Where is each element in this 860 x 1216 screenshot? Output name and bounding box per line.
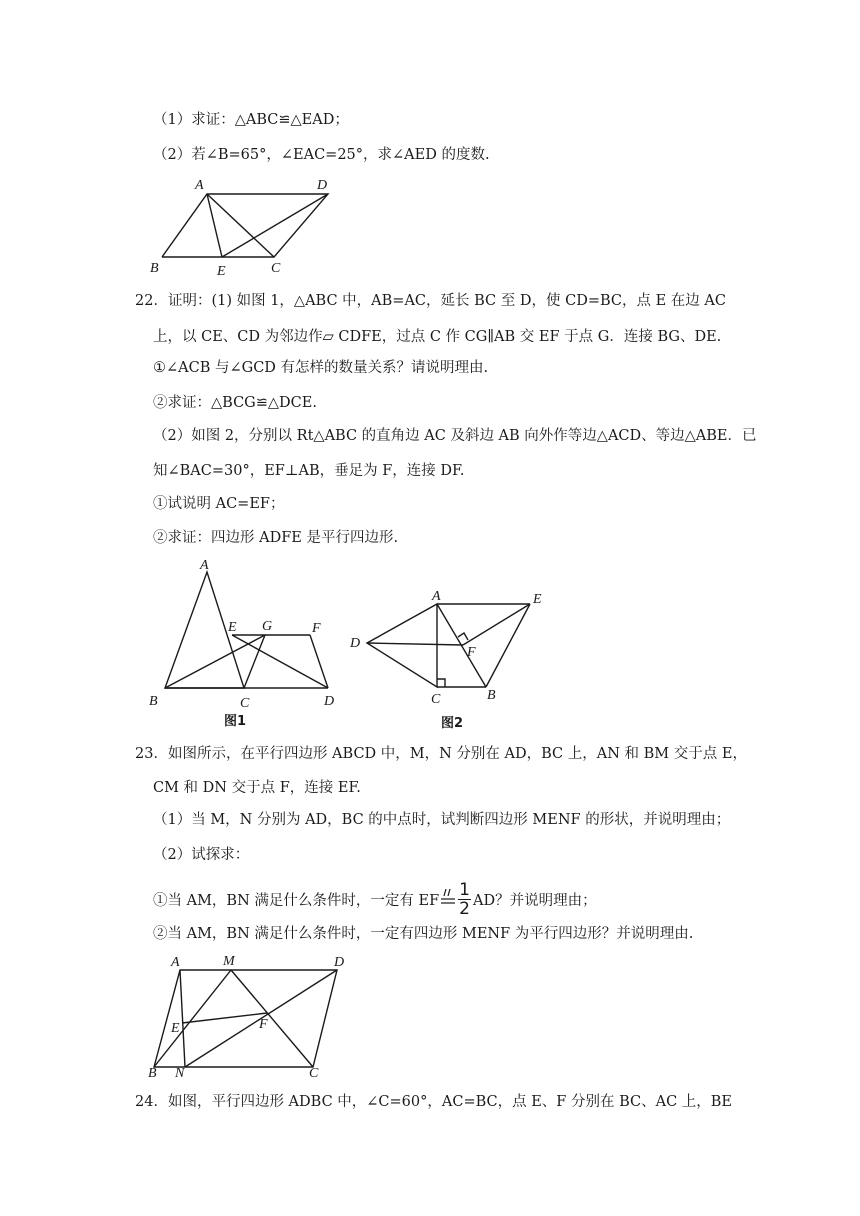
segment-bg: [165, 635, 265, 688]
label-d: D: [334, 955, 345, 970]
right-angle-mark-c: [437, 679, 445, 687]
q22-sub1: ①∠ACB 与∠GCD 有怎样的数量关系？请说明理由.: [153, 360, 489, 376]
label-n: N: [175, 1066, 185, 1081]
q22-sub2: ②求证：△BCG≌△DCE.: [153, 395, 317, 411]
q22-line1: 22．证明：(1) 如图 1，△ABC 中，AB=AC，延长 BC 至 D，使 CD=BC，点 E 在边 AC: [135, 293, 726, 309]
q23-sub2: ②当 AM，BN 满足什么条件时，一定有四边形 MENF 为平行四边形？并说明理由.: [153, 926, 694, 942]
q21-figure: [145, 175, 345, 280]
label-a: A: [432, 589, 441, 604]
q22-line2: 上，以 CE、CD 为邻边作▱ CDFE，过点 C 作 CG∥AB 交 EF 于点 G．连接 BG、DE.: [153, 329, 722, 345]
parallelogram-abcd: [162, 194, 328, 257]
triangle-acd: [367, 604, 437, 687]
parallel-equal-icon: [440, 887, 456, 907]
label-c: C: [240, 696, 250, 711]
right-angle-mark-f: [458, 633, 468, 640]
q23-sub1-prefix: ①当 AM，BN 满足什么条件时，一定有 EF: [153, 892, 440, 909]
figure1-caption: 图1: [224, 714, 247, 729]
q22-sub3: ①试说明 AC=EF；: [153, 496, 285, 512]
figure2-caption: 图2: [441, 716, 464, 731]
label-f: F: [467, 645, 476, 660]
q24-line1: 24．如图，平行四边形 ADBC 中，∠C=60°，AC=BC，点 E、F 分别在 BC、AC 上，BE: [135, 1094, 733, 1110]
q23-sub1: [153, 882, 597, 919]
segment-ae: [207, 194, 222, 257]
segment-ef: [463, 604, 530, 645]
q23-part2: （2）试探求：: [153, 847, 250, 863]
q23-sub1-suffix: AD？并说明理由；: [472, 892, 597, 909]
label-m: M: [223, 954, 235, 969]
q23-line1: 23．如图所示，在平行四边形 ABCD 中，M，N 分别在 AD，BC 上，AN 和 BM 交于点 E，: [135, 746, 747, 762]
q23-part1: （1）当 M，N 分别为 AD，BC 的中点时，试判断四边形 MENF 的形状，并说明理由；: [153, 812, 731, 828]
q21-part1: （1）求证：△ABC≌△EAD；: [153, 112, 349, 128]
label-c: C: [431, 692, 441, 707]
label-e: E: [228, 620, 237, 635]
q22-line3: （2）如图 2，分别以 Rt△ABC 的直角边 AC 及斜边 AB 向外作等边△ACD、等边△ABE．已: [153, 428, 757, 444]
q22-sub4: ②求证：四边形 ADFE 是平行四边形.: [153, 530, 399, 546]
label-e: E: [171, 1021, 180, 1036]
fraction-one-half: [458, 881, 471, 918]
label-d: D: [350, 636, 361, 651]
label-e: E: [217, 264, 226, 279]
label-f: F: [312, 621, 321, 636]
segment-mc: [231, 970, 313, 1067]
label-c: C: [309, 1066, 319, 1081]
q23-line2: CM 和 DN 交于点 F，连接 EF.: [153, 780, 361, 796]
q22-line4: 知∠BAC=30°，EF⊥AB，垂足为 F，连接 DF.: [153, 463, 465, 479]
segment-an: [180, 970, 185, 1067]
label-d: D: [317, 178, 328, 193]
label-f: F: [259, 1017, 268, 1032]
label-c: C: [271, 261, 281, 276]
label-d: D: [324, 694, 335, 709]
segment-eb: [486, 604, 530, 687]
label-b: B: [150, 261, 159, 276]
segment-ed: [222, 194, 328, 257]
label-b: B: [148, 1066, 157, 1081]
label-b: B: [149, 694, 158, 709]
segment-ac: [207, 194, 274, 257]
q22-figure2: [345, 585, 560, 735]
q22-figure1: [140, 555, 345, 735]
fraction-denominator: 2: [459, 899, 470, 919]
fraction-numerator: 1: [459, 880, 470, 900]
parallel-equal-symbol: [440, 891, 456, 911]
q23-figure: [143, 950, 358, 1085]
segment-df: [367, 643, 463, 645]
label-b: B: [487, 688, 496, 703]
label-a: A: [195, 178, 204, 193]
label-g: G: [262, 619, 273, 634]
label-e: E: [533, 592, 542, 607]
q21-part2: （2）若∠B=65°，∠EAC=25°，求∠AED 的度数.: [153, 147, 490, 163]
segment-ef: [182, 1013, 267, 1023]
label-a: A: [200, 558, 209, 573]
label-a: A: [171, 955, 180, 970]
